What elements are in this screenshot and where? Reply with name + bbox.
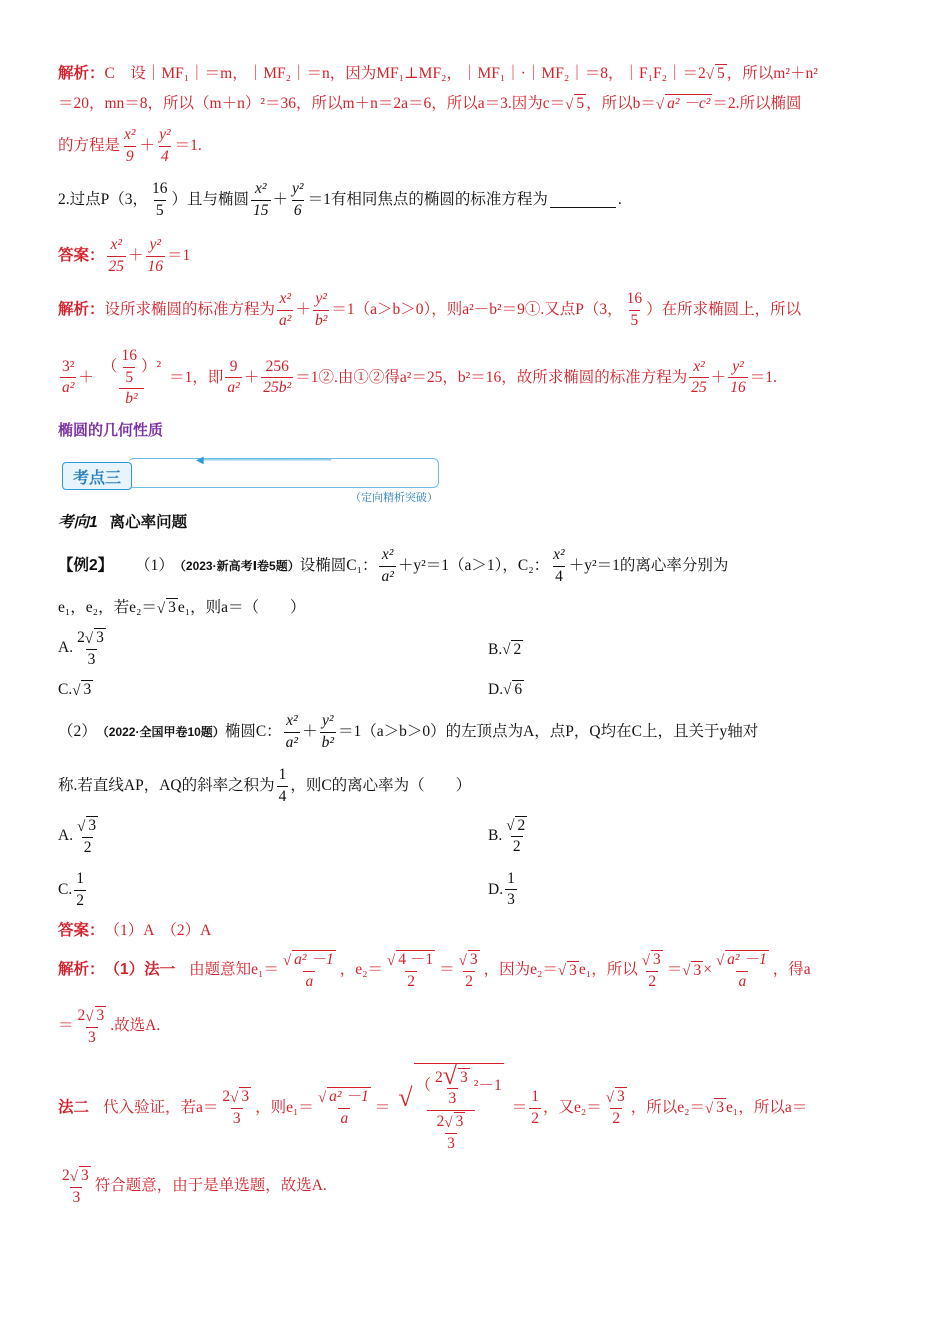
- fraction-x2-9: $\frac{\text{x²}}{9}$: [124, 126, 136, 165]
- fraction-x2-4: $\frac{\text{x²}}{4}$: [553, 546, 565, 585]
- question-text: 2.过点P（3，: [58, 190, 148, 208]
- example-2-line-4: 称.若直线AP，AQ的斜率之积为 $\frac{1}{4}$ ，则C的离心率为（ ）: [58, 766, 472, 805]
- solution-text: ＝2.所以椭圆: [712, 94, 802, 112]
- fraction-1-2: $\frac{1}{2}$: [76, 870, 84, 909]
- fraction-x2-25: $\frac{\text{x²}}{25}$: [108, 236, 125, 275]
- source-tag: （2022·全国甲卷10题）: [96, 724, 225, 739]
- fraction-compound: （ $\frac{16}{5}$ ）² b²: [96, 346, 167, 410]
- fraction-sqrt3-2: √ 3 2: [458, 951, 478, 990]
- fraction-x2-a2: $\frac{\text{x²}}{\text{a²}}$: [381, 546, 394, 585]
- option-a-2[interactable]: A. √ 3 2: [58, 816, 882, 857]
- question-text: ）且与椭圆: [171, 190, 250, 208]
- sqrt-3: √ 3: [72, 681, 92, 699]
- fraction-e1: √ a² －1 a: [715, 951, 767, 990]
- fraction-x2-a2: $\frac{\text{x²}}{\text{a²}}$: [279, 290, 292, 329]
- solution-1-line-3: 的方程是 $\frac{\text{x²}}{9}$ ＋ $\frac{\text{y²}}{4}$ ＝1.: [58, 126, 202, 165]
- sqrt-6: √ 6: [503, 681, 523, 698]
- option-d-2[interactable]: D. $\frac{1}{3}$: [488, 870, 515, 908]
- fraction-sqrt3-2: √ 3 2: [605, 1088, 625, 1128]
- solution-1-line-2: [58, 94, 882, 114]
- sqrt-3: √ 3: [705, 1099, 725, 1117]
- solution-text: C 设｜MF₁｜＝m，｜MF₂｜＝n，因为MF₁⊥MF₂，｜MF₁｜·｜MF₂｜＝8，｜F₁F₂｜＝2: [104, 64, 706, 82]
- source-tag: （2023·新高考Ⅰ卷5题）: [173, 558, 300, 573]
- fraction-1-2: $\frac{1}{2}$: [531, 1087, 539, 1127]
- example-2-line-3: （2） （2022·全国甲卷10题） 椭圆C： $\frac{\text{x²}}{\text{a²}}$ ＋ $\frac{\text{y²}}{\text{b²}}$ ＝1（a＞b＞0）的左顶点为A，点P，Q均在C上，且关于y轴对: [58, 712, 759, 751]
- fraction-nested: √ （ 2 √ 3 3 ²－1 2 √ 3 3: [392, 1062, 509, 1154]
- section-tag: 考点三: [62, 462, 132, 490]
- fraction-9-a2: $\frac{9}{\text{a²}}$: [227, 357, 240, 397]
- solution-text: ，所以b＝: [586, 94, 656, 112]
- solution-3-line-1: 解析： （1）法一 由题意知e₁＝ √ a² －1 a ，e₂＝ √ 4 －1 2 ＝ √ 3 2 ，因为e₂＝ √ 3 e₁，所以 √ 3 2 ＝ √ 3 × √ a² －1 a ，得a: [58, 951, 811, 990]
- solution-2-line-2: $\frac{\text{3²}}{\text{a²}}$ ＋ （ $\frac{16}{5}$ ）² b² ＝1，即 $\frac{9}{\text{a²}}$ ＋ $\frac{256}{\text{25b²}}$ ＝1②.由①②得a²＝25，b²＝16，故所求椭圆的标准方程为 $\frac{\text{x²}}{25}$ ＋ $\frac{\text{y²}}{16}$ ＝1.: [58, 346, 882, 410]
- solution-3-line-2: ＝ 2 √ 3 3 .故选A.: [58, 1007, 161, 1046]
- solution-label: 解析：: [58, 64, 105, 82]
- option-a[interactable]: A. 2 √ 3 3: [58, 628, 882, 669]
- fraction-y2-4: $\frac{\text{y²}}{4}$: [159, 126, 171, 165]
- fraction-sqrt2-2: √ 2 2: [506, 817, 526, 855]
- solution-text: ＝1.: [174, 136, 202, 154]
- solution-label: 解析：: [58, 300, 105, 318]
- sqrt-a2-c2: √ a² －c²: [655, 95, 711, 113]
- fraction-1-3: $\frac{1}{3}$: [507, 870, 515, 908]
- fraction-2sqrt3-3: 2 √ 3 3: [222, 1088, 250, 1128]
- solution-2-line-1: 解析： 设所求椭圆的标准方程为 $\frac{\text{x²}}{\text{a²}}$ ＋ $\frac{\text{y²}}{\text{b²}}$ ＝1（a＞b＞0），则a²－b²＝9①.又点P（3， $\frac{16}{5}$ ）在所求椭圆上，所以: [58, 290, 802, 329]
- solution-3-line-4: 2 √ 3 3 符合题意，由于是单选题，故选A.: [62, 1167, 327, 1206]
- solution-label: 解析：: [58, 961, 105, 979]
- example-2-line-2: e₁，e₂，若e₂＝ √ 3 e₁，则a＝（ ）: [58, 598, 306, 617]
- solution-3-line-3: 法二 代入验证，若a＝ 2 √ 3 3 ，则e₁＝ √ a² －1 a ＝ √ （ 2 √ 3 3 ²－1 2 √ 3 3 ＝ $\frac{1}{2}$ ，又e₂＝ √ 3 2 ，所以e₂＝ √ 3 e₁，所以a＝: [58, 1062, 882, 1154]
- question-2: 2.过点P（3， $\frac{16}{5}$ ）且与椭圆 $\frac{\text{x²}}{15}$ ＋ $\frac{\text{y²}}{6}$ ＝1有相同焦点的椭圆的标准方程为 .: [58, 180, 622, 219]
- fraction-256-25b2: $\frac{256}{\text{25b²}}$: [263, 357, 292, 397]
- sqrt-3: √ 3: [557, 961, 577, 980]
- option-b-2[interactable]: B. √ 2 2: [488, 816, 531, 856]
- section-title: 椭圆的几何性质: [58, 422, 164, 439]
- fraction-x2-a2: $\frac{\text{x²}}{\text{a²}}$: [285, 712, 299, 751]
- subheading: 考向1 离心率问题: [58, 514, 188, 531]
- fraction-sqrt3-2: √ 3 2: [77, 817, 97, 856]
- example-label: 【例2】: [58, 556, 114, 574]
- fraction-1-4: $\frac{1}{4}$: [278, 766, 287, 805]
- fraction-2sqrt3-3: 2 √ 3 3: [77, 1007, 105, 1046]
- fraction-16-5: $\frac{16}{5}$: [626, 290, 643, 329]
- solution-text: ＝20，mn＝8，所以（m＋n）²＝36，所以m＋n＝2a＝6，所以a＝3.因为c＝: [58, 94, 566, 112]
- sqrt-2: √ 2: [502, 641, 522, 658]
- fraction-2sqrt3-3: 2 √ 3 3: [77, 629, 104, 668]
- fraction-e1: √ a² －1 a: [282, 951, 334, 990]
- section-subtitle: （定向精析突破）: [350, 492, 438, 504]
- question-text: ＝1有相同焦点的椭圆的标准方程为: [307, 190, 548, 208]
- solution-text: 的方程是: [58, 136, 121, 154]
- example-2-line-1: 【例2】 （1） （2023·新高考Ⅰ卷5题） 设椭圆C₁： $\frac{\text{x²}}{\text{a²}}$ ＋y²＝1（a＞1），C₂： $\frac{\text{x²}}{4}$ ＋y²＝1的离心率分别为: [58, 546, 729, 585]
- fraction-16-5: $\frac{16}{5}$: [152, 180, 168, 219]
- fraction-e1: √ a² －1 a: [317, 1088, 369, 1128]
- fraction-y2-b2: $\frac{\text{y²}}{\text{b²}}$: [321, 712, 334, 751]
- sqrt-5: √ 5: [705, 65, 725, 83]
- solution-text: ，所以m²＋n²: [726, 64, 818, 82]
- arrow-left-icon: ◀──────────────────: [196, 455, 332, 466]
- fraction-x2-25: $\frac{\text{x²}}{25}$: [691, 357, 707, 397]
- answer-blank[interactable]: [550, 193, 616, 208]
- fraction-y2-6: $\frac{\text{y²}}{6}$: [292, 180, 304, 219]
- fraction-y2-b2: $\frac{\text{y²}}{\text{b²}}$: [314, 290, 328, 329]
- solution-1-line-1: [58, 64, 882, 84]
- option-c-2[interactable]: C. $\frac{1}{2}$: [58, 870, 84, 909]
- answer-example-2: 答案： （1）A （2）A: [58, 922, 212, 939]
- option-c[interactable]: C. √ 3: [58, 680, 92, 699]
- sqrt-3: √ 3: [682, 961, 702, 980]
- fraction-y2-16: $\frac{\text{y²}}{16}$: [147, 236, 164, 275]
- answer-2: 答案： $\frac{\text{x²}}{25}$ ＋ $\frac{\text{y²}}{16}$ ＝1: [58, 236, 191, 275]
- fraction-x2-15: $\frac{\text{x²}}{15}$: [253, 180, 269, 219]
- sqrt-5: √ 5: [565, 95, 585, 113]
- fraction-y2-16: $\frac{\text{y²}}{16}$: [730, 357, 746, 397]
- sqrt-3: √ 3: [156, 599, 176, 617]
- option-d[interactable]: D. √ 6: [488, 680, 523, 698]
- answer-label: 答案：: [58, 922, 105, 939]
- fraction-sqrt3-2: √ 3 2: [641, 951, 661, 990]
- fraction-e2: √ 4 －1 2: [387, 951, 434, 990]
- option-b[interactable]: B. √ 2: [488, 640, 522, 658]
- fraction-2sqrt3-3: 2 √ 3 3: [62, 1167, 89, 1206]
- fraction-9-a2: $\frac{\text{3²}}{\text{a²}}$: [62, 357, 75, 397]
- answer-label: 答案：: [58, 246, 105, 264]
